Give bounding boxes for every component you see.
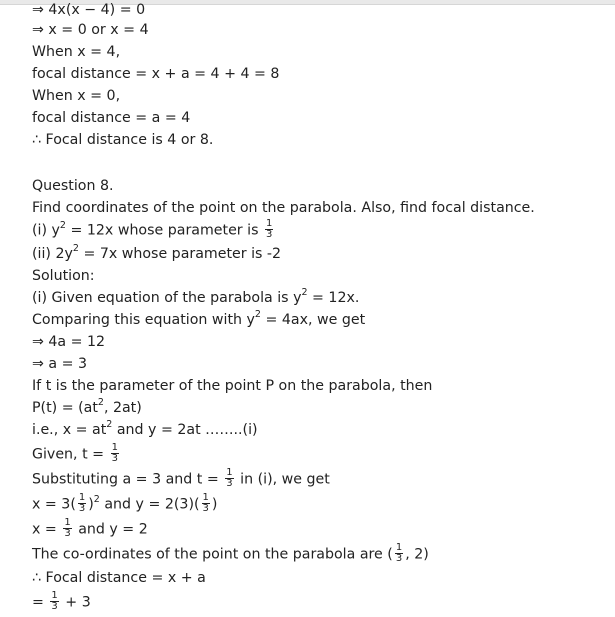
text-line: When x = 4, [32,44,121,60]
text-line: ⇒ 4a = 12 [32,334,106,350]
text-line: x = 3( $\frac{1}{3}$ )$^2$ and y = 2(3)( $\frac{1}{3}$ ) [32,492,218,514]
text: = 12x whose parameter is [65,222,259,239]
text-line: focal distance = x + a = 4 + 4 = 8 [32,66,280,82]
text-line: When x = 0, [32,88,121,104]
exponent: 2 [59,219,66,231]
fraction-one-third: $\frac{1}{3}$ [395,542,403,564]
text-line: ∴ Focal distance = x + a [32,570,206,586]
fraction-one-third: $\frac{1}{3}$ [226,467,233,489]
fraction-one-third: $\frac{1}{3}$ [64,517,71,539]
text-line: focal distance = a = 4 [32,110,191,126]
question-title: Question 8. [32,178,114,194]
text-line: The co-ordinates of the point on the parabola are ( $\frac{1}{3}$ , 2) [32,542,429,564]
text-line: ⇒ x = 0 or x = 4 [32,22,149,38]
question-text: Find coordinates of the point on the parabola. Also, find focal distance. [32,200,535,216]
text-line: (i) Given equation of the parabola is $y^2 = 12x$. [32,287,360,306]
exponent: 2 [72,243,79,255]
text: (i) y [32,222,60,239]
text-line: ⇒ a = 3 [32,356,88,372]
fraction-one-third: $\frac{1}{3}$ [111,442,118,464]
text-line: If t is the parameter of the point P on the parabola, then [32,378,433,394]
question-part-ii [32,244,281,266]
text-line: Substituting a = 3 and t = $\frac{1}{3}$ in (i), we get [32,467,330,489]
text-line: i.e., $x = at^2$ and y = 2at ……..(i) [32,419,258,438]
text-line: x = $\frac{1}{3}$ and y = 2 [32,517,148,539]
fraction-one-third: $\frac{1}{3}$ [51,590,58,612]
solution-label: Solution: [32,268,95,284]
text-line: Comparing this equation with $y^2 = 4ax$, we get [32,309,366,328]
text-line: Given, t = $\frac{1}{3}$ [32,442,118,464]
text-line: ⇒ 4x(x − 4) = 0 [32,2,146,18]
text-line: ∴ Focal distance is 4 or 8. [32,132,214,148]
fraction-one-third: $\frac{1}{3}$ [78,492,86,514]
question-part-i [32,220,275,242]
fraction-one-third: $\frac{1}{3}$ [202,492,209,514]
text-line: = $\frac{1}{3}$ + 3 [32,590,91,612]
text-line: $P(t) = (at^2$, 2at) [32,397,142,416]
text: (ii) 2y [32,246,73,262]
text: = 7x whose parameter is -2 [78,246,282,262]
fraction-one-third: $\frac{1}{3}$ [266,218,273,240]
